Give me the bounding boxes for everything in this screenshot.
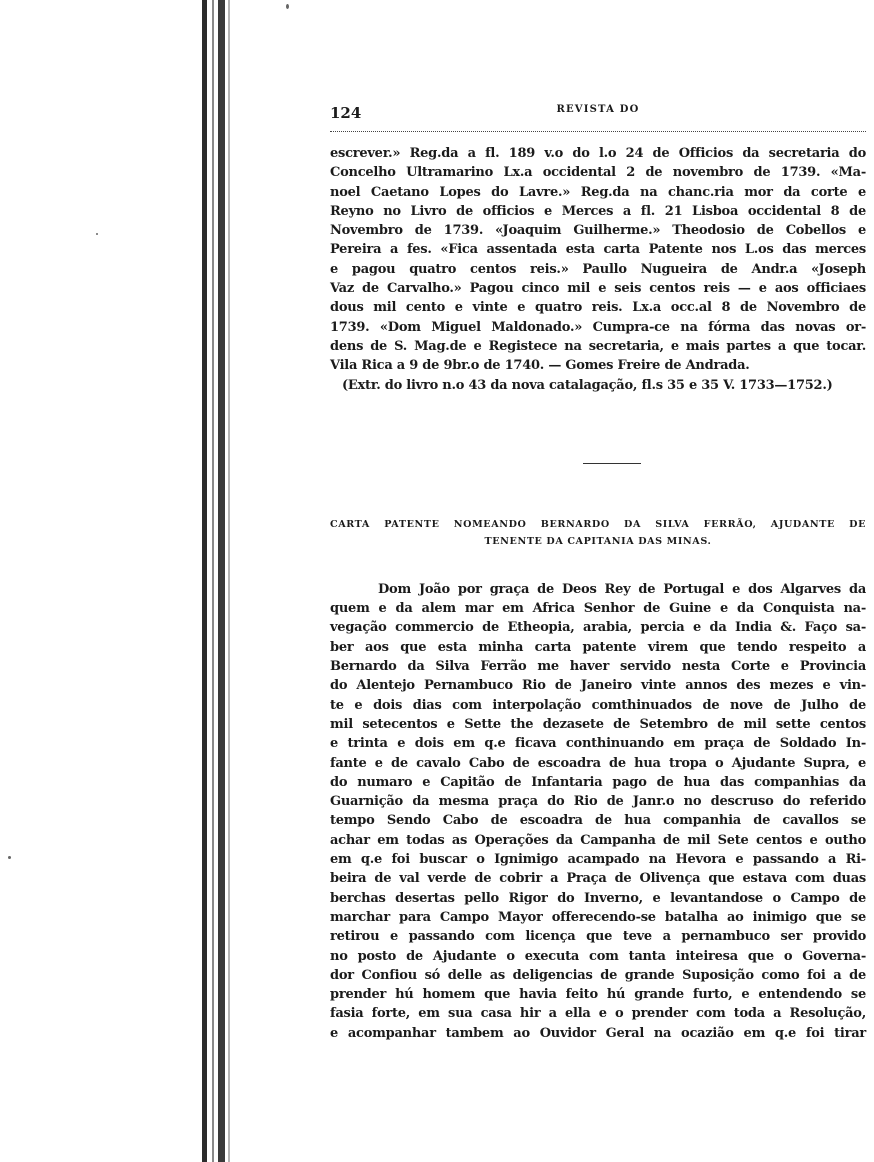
scan-speck: [96, 233, 98, 235]
text-line: noel Caetano Lopes do Lavre.» Reg.da na chanc.ria mor da corte e: [330, 184, 866, 200]
header-rule: [330, 131, 866, 132]
text-line: Reyno no Livro de officios e Merces a fl. 21 Lisboa occidental 8 de: [330, 203, 866, 219]
scan-speck: [8, 856, 11, 859]
text-line: quem e da alem mar em Africa Senhor de Guine e da Conquista na-: [330, 601, 866, 617]
text-line: beira de val verde de cobrir a Praça de Olivença que estava com duas: [330, 871, 866, 887]
text-line: Pereira a fes. «Fica assentada esta carta Patente nos L.os das merces: [330, 242, 866, 258]
text-line: e trinta e dois em q.e ficava conthinuando em praça de Soldado In-: [330, 736, 866, 752]
text-line: tempo Sendo Cabo de escoadra de hua companhia de cavallos se: [330, 813, 866, 829]
text-line: Dom João por graça de Deos Rey de Portugal e dos Algarves da: [378, 581, 866, 597]
text-line: no posto de Ajudante o executa com tanta inteiresa que o Governa-: [330, 948, 866, 964]
section-separator: [583, 463, 641, 464]
text-line: Vaz de Carvalho.» Pagou cinco mil e seis centos reis — e aos officiaes: [330, 281, 866, 297]
text-line: escrever.» Reg.da a fl. 189 v.o do l.o 24 de Officios da secretaria do: [330, 146, 866, 161]
text-line: e pagou quatro centos reis.» Paullo Nugueira de Andr.a «Joseph: [330, 261, 866, 277]
text-line: fante e de cavalo Cabo de escoadra de hua tropa o Ajudante Supra, e: [330, 755, 866, 771]
text-line: dous mil cento e vinte e quatro reis. Lx.a occ.al 8 de Novembro de: [330, 300, 866, 316]
book-page: [330, 104, 866, 1043]
text-line: ber aos que esta minha carta patente virem que tendo respeito a: [330, 639, 866, 655]
text-line: e acompanhar tambem ao Ouvidor Geral na ocazião em q.e foi tirar: [330, 1025, 866, 1041]
section-heading-line-2: TENENTE DA CAPITANIA DAS MINAS.: [484, 535, 712, 547]
page-number: 124: [330, 104, 362, 122]
text-line: 1739. «Dom Miguel Maldonado.» Cumpra-ce na fórma das novas or-: [330, 319, 866, 335]
section-heading: [330, 516, 866, 550]
text-line: te e dois dias com interpolação comthinuados de nove de Julho de: [330, 697, 866, 713]
text-line: dor Confiou só delle as deligencias de grande Suposição como foi a de: [330, 967, 866, 983]
top-paragraph: [330, 144, 866, 395]
body-paragraph: [330, 580, 866, 1043]
text-line: fasia forte, em sua casa hir a ella e o prender com toda a Resolução,: [330, 1006, 866, 1022]
running-head: REVISTA DO: [556, 104, 640, 115]
text-line: do numaro e Capitão de Infantaria pago de hua das companhias da: [330, 774, 866, 790]
text-line: mil setecentos e Sette the dezasete de Setembro de mil sette centos: [330, 716, 866, 732]
book-gutter: [196, 0, 238, 1162]
text-line: Vila Rica a 9 de 9br.o de 1740. — Gomes Freire de Andrada.: [330, 358, 750, 374]
scan-speck: [286, 4, 289, 9]
text-line: vegação commercio de Etheopia, arabia, percia e da India &. Faço sa-: [330, 620, 866, 636]
text-line: em q.e foi buscar o Ignimigo acampado na Hevora e passando a Ri-: [330, 852, 866, 868]
text-line: marchar para Campo Mayor offerecendo-se batalha ao inimigo que se: [330, 909, 866, 925]
text-line: prender hú homem que havia feito hú grande furto, e entendendo se: [330, 987, 866, 1003]
text-line: do Alentejo Pernambuco Rio de Janeiro vinte annos des mezes e vin-: [330, 678, 866, 694]
text-line: achar em todas as Operações da Campanha de mil Sete centos e outho: [330, 832, 866, 848]
text-line: Novembro de 1739. «Joaquim Guilherme.» Theodosio de Cobellos e: [330, 223, 866, 239]
text-line: berchas desertas pello Rigor do Inverno, e levantandose o Campo de: [330, 890, 866, 906]
text-line: Bernardo da Silva Ferrão me haver servido nesta Corte e Provincia: [330, 659, 866, 675]
section-heading-line-1: CARTA PATENTE NOMEANDO BERNARDO DA SILVA FERRÃO, AJUDANTE DE: [330, 518, 866, 530]
text-line: retirou e passando com licença que teve a pernambuco ser provido: [330, 929, 866, 945]
text-line: dens de S. Mag.de e Registece na secretaria, e mais partes a que tocar.: [330, 338, 866, 354]
text-line: Guarnição da mesma praça do Rio de Janr.o no descruso do referido: [330, 794, 866, 810]
text-line: Concelho Ultramarino Lx.a occidental 2 de novembro de 1739. «Ma-: [330, 165, 866, 181]
page-header: [330, 104, 866, 126]
extract-note: (Extr. do livro n.o 43 da nova catalagação, fl.s 35 e 35 V. 1733—1752.): [342, 377, 833, 393]
